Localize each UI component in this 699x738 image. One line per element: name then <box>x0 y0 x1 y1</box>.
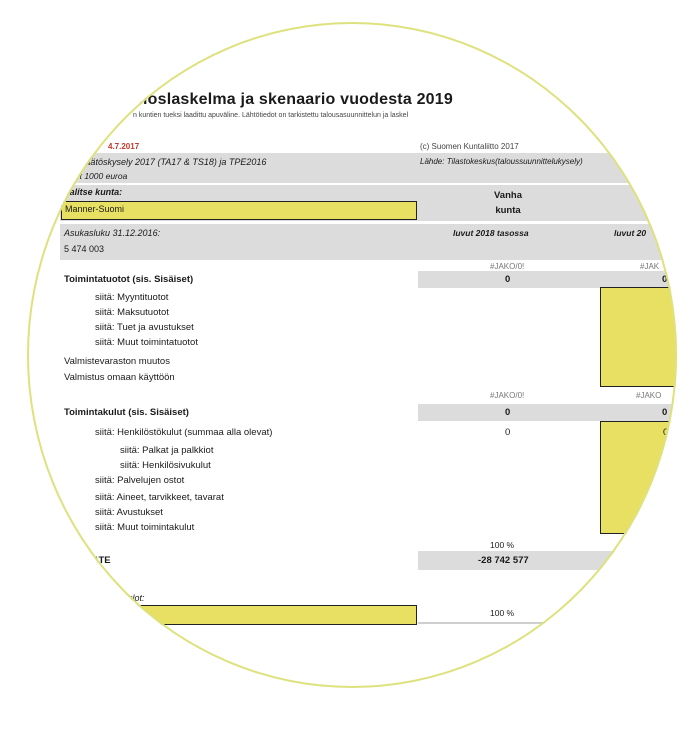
row-toimintatuotot: Toimintatuotot (sis. Sisäiset) <box>64 274 194 285</box>
row-muut-toimintatuotot: siitä: Muut toimintatuotot <box>95 337 198 348</box>
circular-crop <box>27 22 677 688</box>
row-palkat: siitä: Palkat ja palkkiot <box>120 445 214 456</box>
row-valmistus: Valmistus omaan käyttöön <box>64 372 175 383</box>
row-maksutuotot: siitä: Maksutuotot <box>95 307 169 318</box>
select-label: Valitse kunta: <box>64 187 123 197</box>
date-label: 4.7.2017 <box>108 142 140 151</box>
tt-value-band <box>418 271 677 288</box>
error-value-2: #JAKO/0! <box>490 391 525 400</box>
level-label-right: luvut 20 <box>614 228 647 238</box>
spreadsheet-view <box>27 22 677 688</box>
henk-value: 0 <box>505 427 511 438</box>
tkate-value-band <box>418 551 677 570</box>
col-header-right: l <box>650 205 653 216</box>
error-value-1-right: #JAK <box>640 262 660 271</box>
municipality-value: Manner-Suomi <box>65 204 125 214</box>
row-toimintakulut: Toimintakulut (sis. Sisäiset) <box>64 407 189 418</box>
copyright-label: (c) Suomen Kuntaliitto 2017 <box>420 142 519 151</box>
tulot-input[interactable] <box>60 605 417 625</box>
row-henkilostokulut: siitä: Henkilöstökulut (summaa alla olevat) <box>95 427 273 438</box>
row-aineet: siitä: Aineet, tarvikkeet, tavarat <box>95 492 224 503</box>
percent-2: 100 % <box>490 608 515 618</box>
tt-input-block[interactable] <box>600 287 677 387</box>
tulot-label: tulot: <box>125 593 145 603</box>
row-avustukset: siitä: Avustukset <box>95 507 163 518</box>
page-subtitle: n kuntien tueksi laadittu apuväline. Lähtötiedot on tarkistettu talousasuunnittelun ja laskel <box>133 112 409 119</box>
source-line: Lähde: Tilastokeskus(taloussuunnittelukysely) <box>420 157 583 166</box>
percent-1: 100 % <box>490 540 515 550</box>
col-header-old-2: kunta <box>495 205 521 216</box>
row-muut-toimintakulut: siitä: Muut toimintakulut <box>95 522 195 533</box>
tk-value-band <box>418 404 677 421</box>
row-sivukulut: siitä: Henkilösivukulut <box>120 460 211 471</box>
level-label: luvut 2018 tasossa <box>453 228 529 238</box>
bottom-rule <box>418 622 677 624</box>
row-toimintakate: INTAKATE <box>64 555 111 566</box>
tk-value-right: 0 <box>662 407 668 418</box>
row-palvelut: siitä: Palvelujen ostot <box>95 475 185 486</box>
page-title: uloslaskelma ja skenaario vuodesta 2019 <box>133 91 453 108</box>
population-label: Asukasluku 31.12.2016: <box>64 228 161 238</box>
population-value: 5 474 003 <box>64 244 105 254</box>
row-tuet: siitä: Tuet ja avustukset <box>95 322 194 333</box>
tt-value: 0 <box>505 274 511 285</box>
tk-input-block[interactable] <box>600 421 677 534</box>
municipality-select[interactable] <box>61 201 417 220</box>
survey-line: Tilinpäätöskysely 2017 (TA17 & TS18) ja TPE2016 <box>64 157 267 167</box>
henk-value-right: 0 <box>663 427 669 438</box>
row-valmistevarasto: Valmistevaraston muutos <box>64 356 170 367</box>
tk-value: 0 <box>505 407 511 418</box>
toimintakate-value: -28 742 577 <box>478 555 529 566</box>
units-line: luvut 1000 euroa <box>64 171 128 181</box>
error-value-2-right: #JAKO <box>636 391 662 400</box>
col-header-old: Vanha <box>494 190 522 201</box>
row-myyntituotot: siitä: Myyntituotot <box>95 292 169 303</box>
error-value-1: #JAKO/0! <box>490 262 525 271</box>
tt-value-right: 0 <box>662 274 668 285</box>
